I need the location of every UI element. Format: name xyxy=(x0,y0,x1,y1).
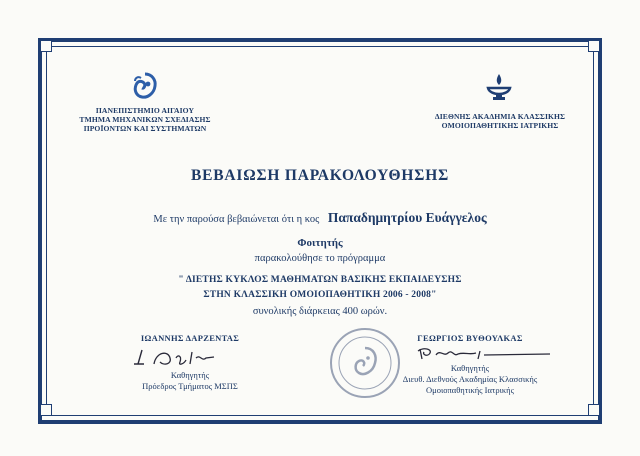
corner-ornament xyxy=(588,40,600,52)
certify-text: Με την παρούσα βεβαιώνεται ότι η κος xyxy=(153,214,320,225)
institution-line: ΠΡΟΪΟΝΤΩΝ ΚΑΙ ΣΥΣΤΗΜΑΤΩΝ xyxy=(83,124,207,133)
right-institution xyxy=(420,112,580,130)
corner-ornament xyxy=(40,40,52,52)
left-signature-icon xyxy=(130,344,250,370)
institution-line: ΔΙΕΘΝΗΣ ΑΚΑΔΗΜΙΑ ΚΛΑΣΣΙΚΗΣ xyxy=(434,112,566,121)
corner-ornament xyxy=(588,404,600,416)
attended-text: παρακολούθησε το πρόγραμμα xyxy=(254,253,386,264)
recipient-name: Παπαδημητρίου Ευάγγελος xyxy=(327,210,487,225)
signer-right-role: Ομοιοπαθητικής Ιατρικής xyxy=(426,385,514,395)
certificate-title: ΒΕΒΑΙΩΣΗ ΠΑΡΑΚΟΛΟΥΘΗΣΗΣ xyxy=(191,167,449,184)
signer-right-role: Καθηγητής xyxy=(450,363,490,373)
certify-line xyxy=(0,210,640,226)
institution-line: ΤΜΗΜΑ ΜΗΧΑΝΙΚΩΝ ΣΧΕΔΙΑΣΗΣ xyxy=(79,115,211,124)
signer-right-role: Διευθ. Διεθνούς Ακαδημίας Κλασσικής xyxy=(402,374,538,384)
corner-ornament xyxy=(40,404,52,416)
right-signer-roles xyxy=(370,363,570,396)
institution-line: ΟΜΟΙΟΠΑΘΗΤΙΚΗΣ ΙΑΤΡΙΚΗΣ xyxy=(441,121,559,130)
right-signature-icon xyxy=(410,343,560,363)
university-of-aegean-emblem-icon xyxy=(132,72,158,100)
institution-line: ΠΑΝΕΠΙΣΤΗΜΙΟ ΑΙΓΑΙΟΥ xyxy=(95,106,195,115)
signer-left-role: Πρόεδρος Τμήματος ΜΣΠΣ xyxy=(142,381,238,391)
academy-lamp-emblem-icon xyxy=(484,72,514,104)
signer-left-name: ΙΩΑΝΝΗΣ ΔΑΡΖΕΝΤΑΣ xyxy=(140,333,240,343)
duration-text: συνολικής διάρκειας 400 ωρών. xyxy=(252,306,388,317)
signer-right-name: ΓΕΩΡΓΙΟΣ ΒΥΘΟΥΛΚΑΣ xyxy=(417,333,523,343)
left-signer-roles xyxy=(90,370,290,392)
left-institution xyxy=(70,106,220,133)
program-title-line-1: " ΔΙΕΤΗΣ ΚΥΚΛΟΣ ΜΑΘΗΜΑΤΩΝ ΒΑΣΙΚΗΣ ΕΚΠΑΙΔΕΥΣΗΣ xyxy=(178,275,462,285)
right-signer xyxy=(370,333,570,343)
signer-left-role: Καθηγητής xyxy=(170,370,210,380)
program-title-line-2: ΣΤΗΝ ΚΛΑΣΣΙΚΗ ΟΜΟΙΟΠΑΘΗΤΙΚΗ 2006 - 2008" xyxy=(203,290,437,300)
recipient-role: Φοιτητής xyxy=(297,237,343,249)
left-signer xyxy=(90,333,290,343)
